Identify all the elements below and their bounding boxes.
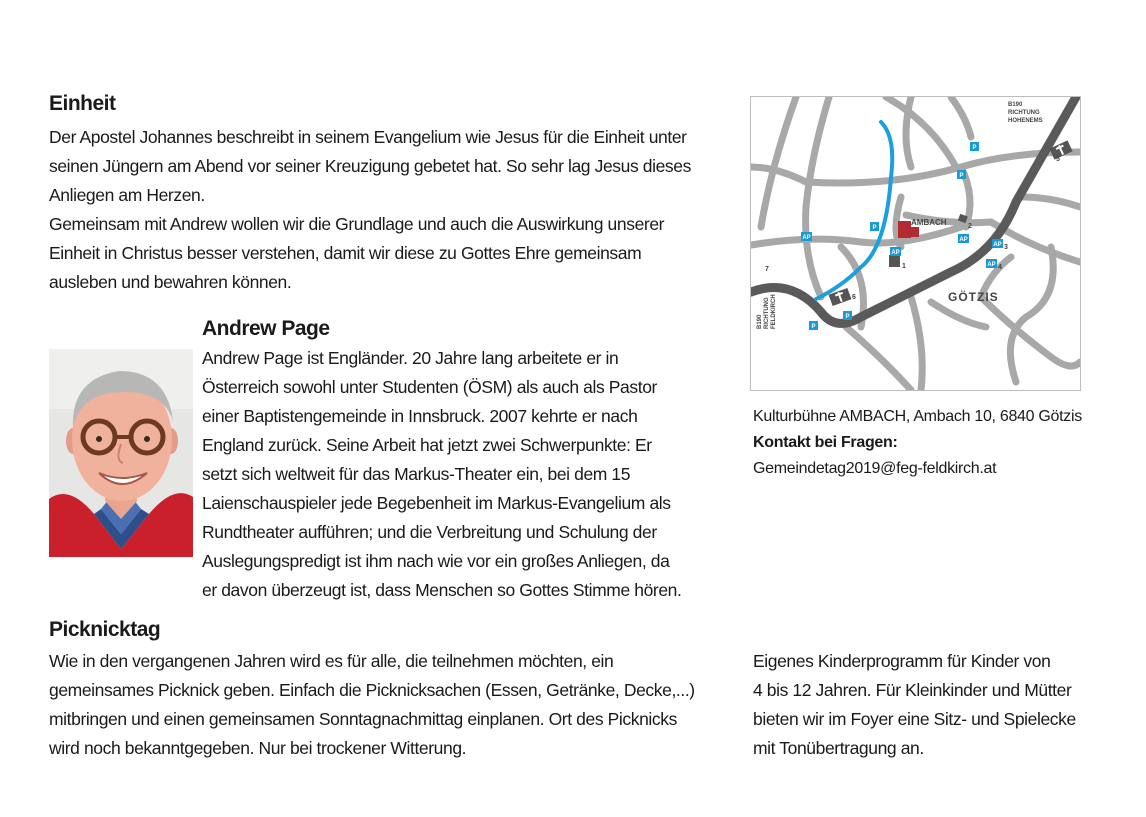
text-line: 4 bis 12 Jahren. Für Kleinkinder und Mütter <box>753 680 1072 700</box>
text-line: er davon überzeugt ist, dass Menschen so Gottes Stimme hören. <box>202 580 682 600</box>
picknicktag-heading: Picknicktag <box>49 618 161 641</box>
text-line: mitbringen und einen gemeinsamen Sonntagnachmittag einplanen. Ort des Picknicks <box>49 709 677 729</box>
svg-text:7: 7 <box>765 266 769 273</box>
svg-text:AP: AP <box>987 262 996 268</box>
text-line: seinen Jüngern am Abend vor seiner Kreuzigung gebetet hat. So sehr lag Jesus dieses <box>49 156 691 176</box>
svg-text:FELDKIRCH: FELDKIRCH <box>771 294 777 329</box>
text-line: mit Tonübertragung an. <box>753 738 924 758</box>
svg-text:6: 6 <box>852 294 856 301</box>
svg-text:1: 1 <box>902 263 906 270</box>
text-line: Anliegen am Herzen. <box>49 185 205 205</box>
portrait-image <box>49 349 193 557</box>
svg-text:AP: AP <box>891 250 900 256</box>
svg-text:P: P <box>872 225 877 231</box>
svg-text:P: P <box>972 145 977 151</box>
text-line: ausleben und bewahren können. <box>49 272 292 292</box>
footpath <box>816 122 892 299</box>
text-line: Einheit in Christus besser verstehen, damit wir diese zu Gottes Ehre gemeinsam <box>49 243 642 263</box>
venue-map-label: AMBACH <box>911 218 947 227</box>
kinderprogramm-paragraph <box>753 647 1113 763</box>
andrew-page-paragraph <box>202 344 702 605</box>
svg-text:P: P <box>811 324 816 330</box>
contact-email[interactable]: Gemeindetag2019@feg-feldkirch.at <box>753 460 997 477</box>
text-line: Rundtheater aufführen; und die Verbreitung und Schulung der <box>202 522 657 542</box>
contact-label: Kontakt bei Fragen: <box>753 434 898 451</box>
svg-text:P: P <box>845 314 850 320</box>
direction-feldkirch-label <box>757 294 777 329</box>
svg-text:2: 2 <box>968 223 972 230</box>
road-number-label: B190 <box>1008 102 1023 108</box>
text-line: setzt sich weltweit für das Markus-Theater ein, bei dem 15 <box>202 464 631 484</box>
text-line: einer Baptistengemeinde in Innsbruck. 2007 kehrte er nach <box>202 406 638 426</box>
text-line: Gemeinsam mit Andrew wollen wir die Grundlage und auch die Auswirkung unserer <box>49 214 665 234</box>
picknicktag-paragraph <box>49 647 709 763</box>
main-road-b190 <box>751 97 1076 323</box>
andrew-page-photo <box>49 349 193 557</box>
text-line: England zurück. Seine Arbeit hat jetzt zwei Schwerpunkte: Er <box>202 435 652 455</box>
text-line: bieten wir im Foyer eine Sitz- und Spielecke <box>753 709 1076 729</box>
svg-text:AP: AP <box>959 237 968 243</box>
svg-text:B190: B190 <box>757 314 763 329</box>
andrew-page-heading: Andrew Page <box>202 317 330 340</box>
einheit-paragraph <box>49 123 709 297</box>
text-line: Laienschauspieler jede Begebenheit im Markus-Evangelium als <box>202 493 671 513</box>
venue-address: Kulturbühne AMBACH, Ambach 10, 6840 Götzis <box>753 408 1082 425</box>
text-line: gemeinsames Picknick geben. Einfach die Picknicksachen (Essen, Getränke, Decke,...) <box>49 680 695 700</box>
text-line: Österreich sowohl unter Studenten (ÖSM) als auch als Pastor <box>202 377 657 397</box>
text-line: Wie in den vergangenen Jahren wird es für alle, die teilnehmen möchten, ein <box>49 651 614 671</box>
map-graphic <box>751 97 1080 390</box>
location-map <box>750 96 1081 391</box>
building-1 <box>889 255 900 267</box>
svg-text:5: 5 <box>1056 156 1060 163</box>
einheit-heading: Einheit <box>49 92 116 115</box>
svg-text:RICHTUNG: RICHTUNG <box>1008 110 1040 116</box>
text-line: Eigenes Kinderprogramm für Kinder von <box>753 651 1051 671</box>
svg-text:3: 3 <box>1004 244 1008 251</box>
svg-text:RICHTUNG: RICHTUNG <box>764 297 770 329</box>
venue-contact-block <box>753 404 1082 482</box>
svg-text:4: 4 <box>998 264 1002 271</box>
text-line: Auslegungspredigt ist ihm nach wie vor ein großes Anliegen, da <box>202 551 670 571</box>
map-roads <box>751 97 1080 390</box>
svg-text:HOHENEMS: HOHENEMS <box>1008 118 1043 124</box>
text-line: Der Apostel Johannes beschreibt in seinem Evangelium wie Jesus für die Einheit unter <box>49 127 687 147</box>
svg-text:P: P <box>959 173 964 179</box>
town-map-label: GÖTZIS <box>948 290 999 304</box>
text-line: wird noch bekanntgegeben. Nur bei trockener Witterung. <box>49 738 467 758</box>
svg-text:AP: AP <box>993 242 1002 248</box>
text-line: Andrew Page ist Engländer. 20 Jahre lang arbeitete er in <box>202 348 619 368</box>
svg-text:AP: AP <box>802 235 811 241</box>
